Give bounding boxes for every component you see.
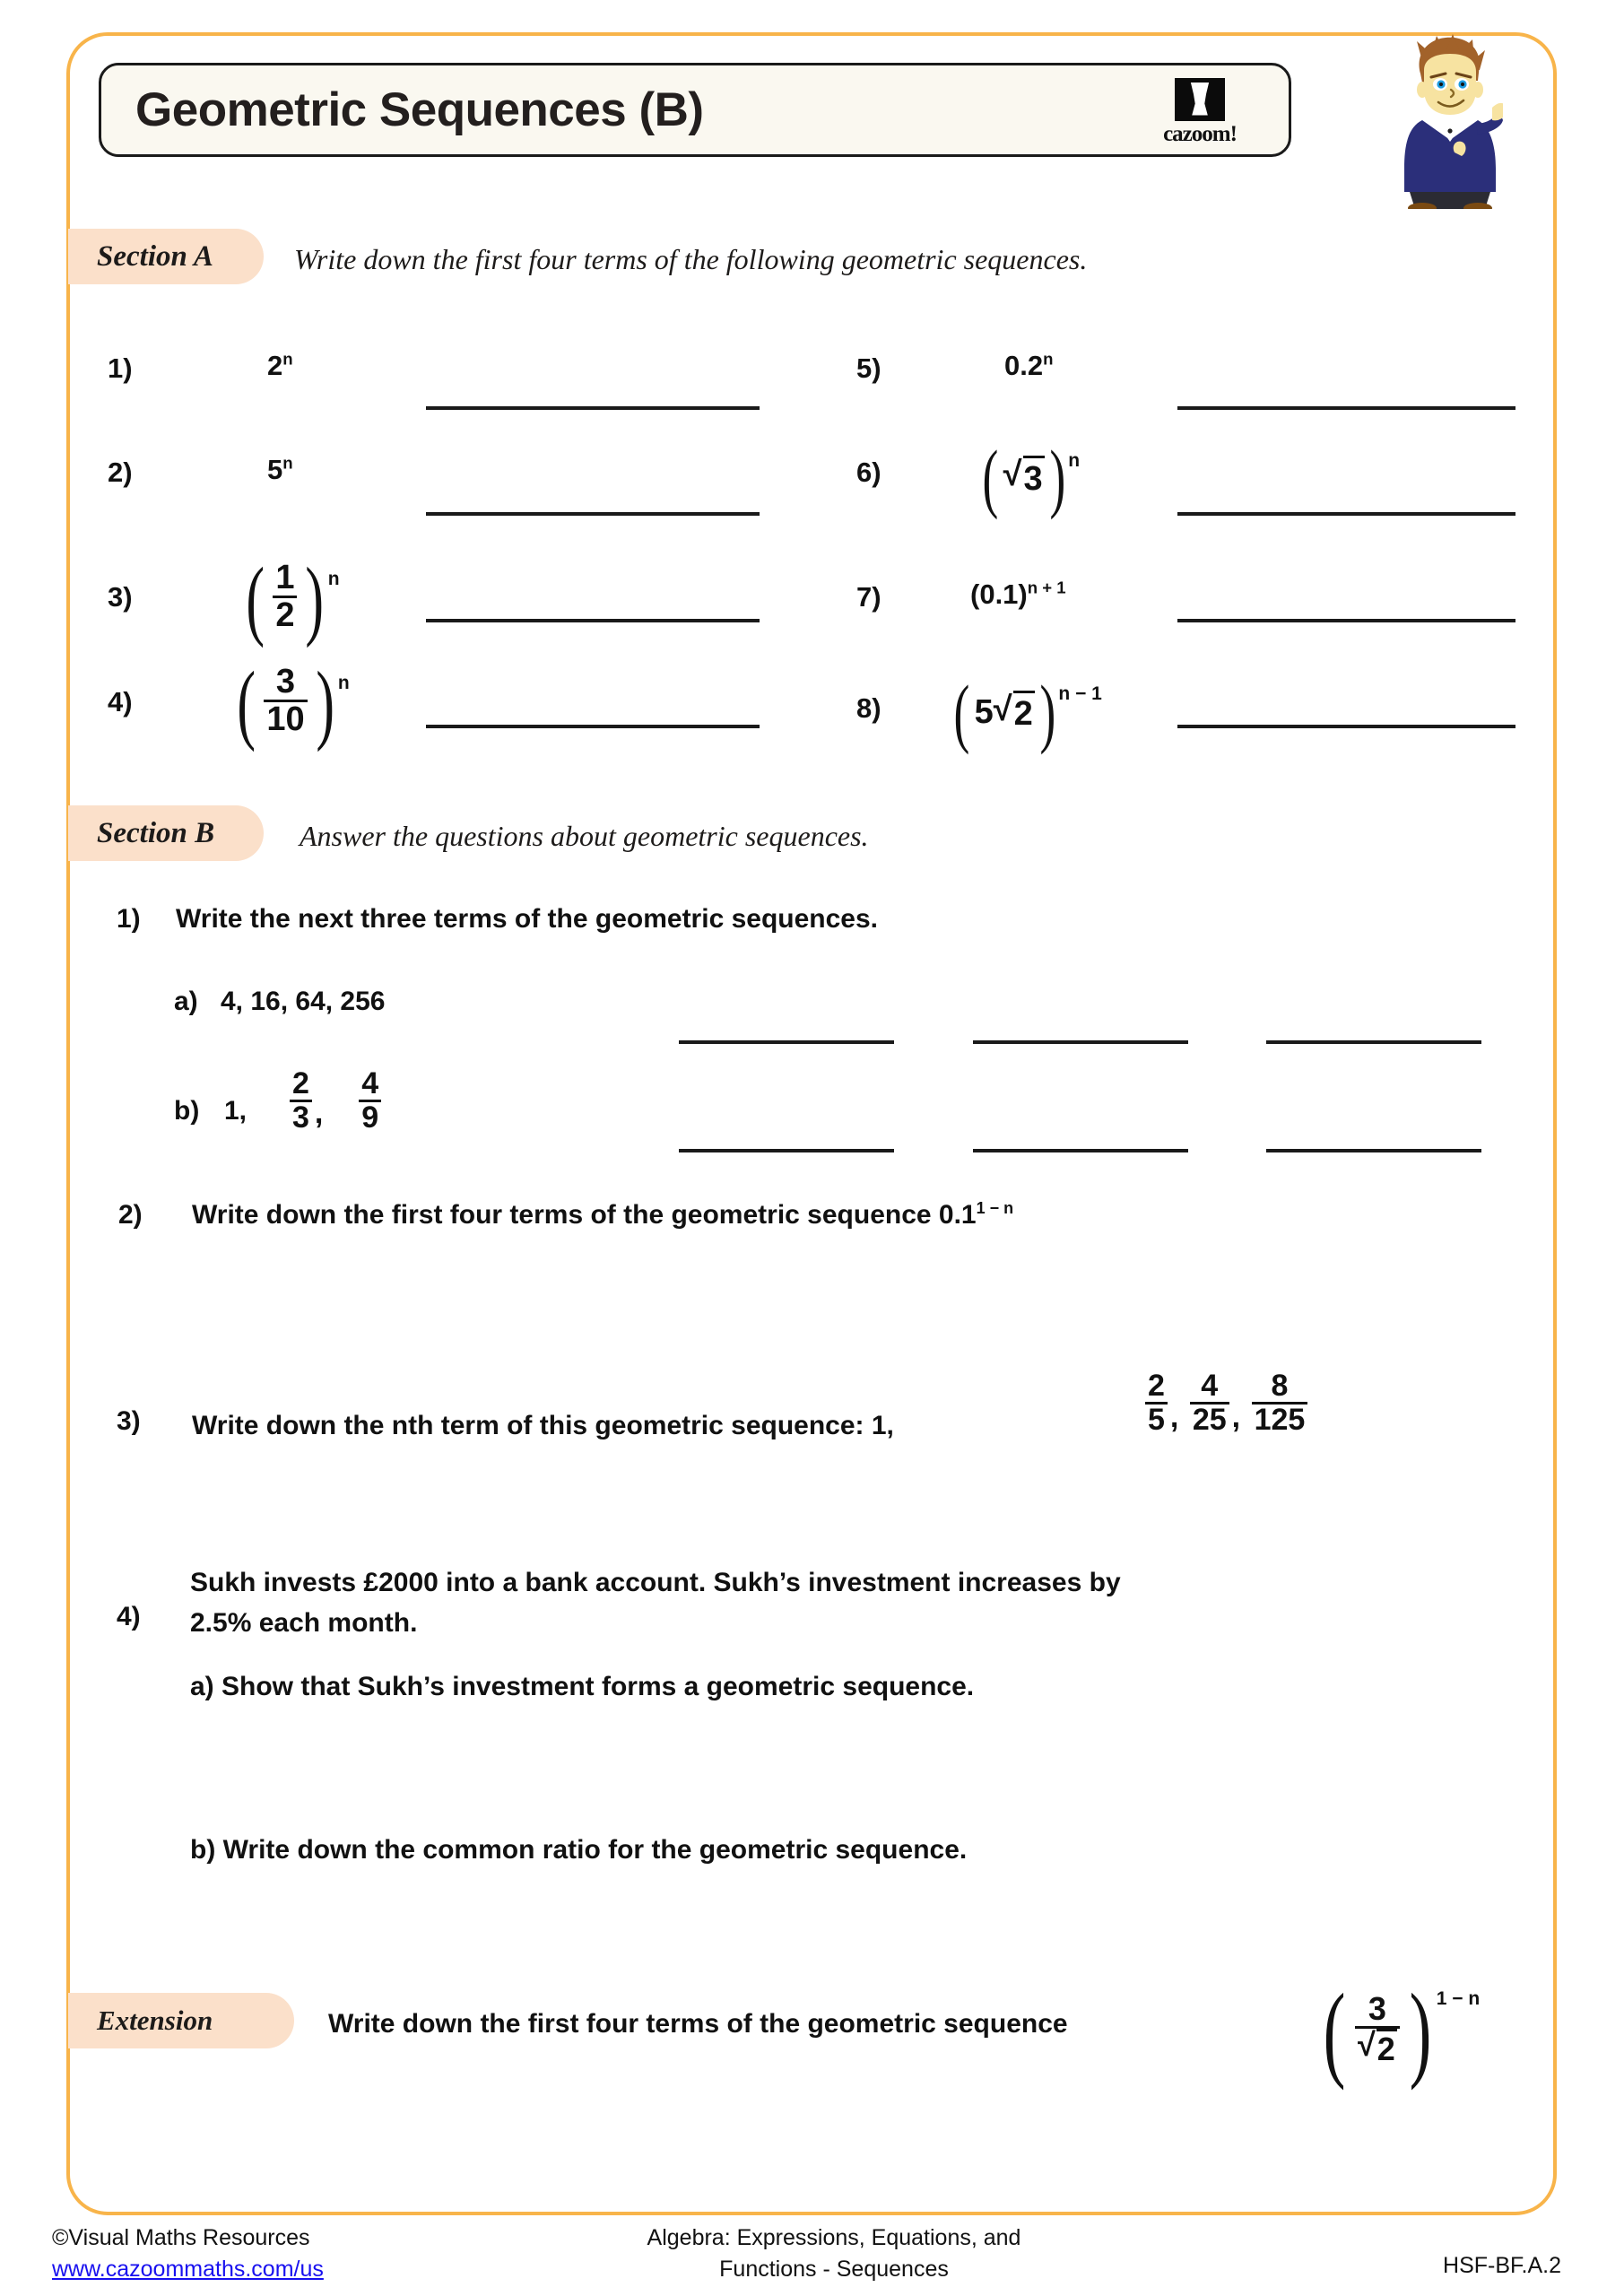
fraction <box>1145 1370 1168 1435</box>
question-b1a-label: a) <box>174 987 198 1016</box>
section-a-label: Section A <box>97 239 213 273</box>
question-number: 6) <box>856 457 881 488</box>
right-paren: ) <box>1409 1971 1432 2091</box>
fraction <box>1190 1370 1229 1435</box>
question-b1a-sequence: 4, 16, 64, 256 <box>221 987 386 1016</box>
expr-exponent: n <box>327 568 340 589</box>
fraction-numerator: 3 <box>1368 1990 1386 2028</box>
fraction-denominator: 9 <box>359 1100 381 1134</box>
question-b4-line2: 2.5% each month. <box>190 1608 418 1638</box>
radical-coefficient: 5 <box>974 692 994 731</box>
paren-group <box>240 547 330 650</box>
fraction <box>290 1068 312 1133</box>
radicand: 3 <box>1023 456 1045 499</box>
radical-sign: √ <box>993 691 1012 728</box>
section-b-label: Section B <box>97 816 215 849</box>
question-b4b-text: b) Write down the common ratio for the geometric sequence. <box>190 1835 968 1865</box>
answer-line[interactable] <box>426 512 760 516</box>
radicand: 2 <box>1013 691 1035 734</box>
paren-group <box>1316 1970 1438 2093</box>
expr-base: 2 <box>267 350 283 381</box>
question-expression-3 <box>240 547 342 650</box>
question-expression-1 <box>267 350 293 382</box>
fraction-numerator: 8 <box>1271 1369 1289 1403</box>
section-a-instruction: Write down the first four terms of the following geometric sequences. <box>294 243 1088 275</box>
extension-text: Write down the first four terms of the geometric sequence <box>328 2009 1068 2039</box>
fraction-numerator: 2 <box>292 1066 309 1100</box>
fraction-numerator: 1 <box>275 559 295 597</box>
expr-exponent: n <box>282 349 293 369</box>
fraction-numerator: 4 <box>361 1066 379 1100</box>
question-expression-4 <box>231 651 352 754</box>
answer-line[interactable] <box>426 725 760 728</box>
question-number: 1) <box>108 352 133 384</box>
expr-exponent: n <box>337 672 350 693</box>
expr-exponent: n − 1 <box>1058 683 1102 705</box>
answer-line[interactable] <box>1266 1149 1481 1152</box>
left-paren: ( <box>246 549 265 648</box>
footer-subject-line2: Functions - Sequences <box>719 2256 949 2282</box>
fraction <box>273 561 297 633</box>
footer-left <box>52 2222 324 2284</box>
fraction <box>1355 1990 1400 2067</box>
extension-expression <box>1316 1970 1481 2093</box>
question-b1b-fractions <box>287 1066 384 1135</box>
cazoom-logo <box>1142 78 1258 148</box>
expr-exponent: n <box>1068 450 1081 472</box>
question-b4a-text: a) Show that Sukh’s investment forms a geometric sequence. <box>190 1672 975 1701</box>
page-title: Geometric Sequences (B) <box>135 83 704 136</box>
left-paren: ( <box>1323 1971 1346 2091</box>
extension-label: Extension <box>97 2005 213 2036</box>
question-b1b-lead: 1, <box>224 1096 248 1126</box>
extension-header <box>68 1993 294 2048</box>
radical-sign: √ <box>1003 456 1022 493</box>
question-number: 4) <box>108 686 133 718</box>
question-number: 2) <box>108 457 133 488</box>
fraction <box>264 665 307 737</box>
footer-url-link[interactable]: www.cazoommaths.com/us <box>52 2256 324 2282</box>
footer-subject-line1: Algebra: Expressions, Equations, and <box>647 2225 1021 2250</box>
footer-copyright: ©Visual Maths Resources <box>52 2225 310 2250</box>
radicand: 2 <box>1376 2031 1395 2067</box>
paren-group <box>977 432 1070 522</box>
answer-line[interactable] <box>679 1040 894 1044</box>
footer-standard-code: HSF-BF.A.2 <box>1443 2253 1561 2278</box>
left-paren: ( <box>982 434 999 520</box>
right-paren: ) <box>1049 434 1065 520</box>
fraction <box>1252 1370 1308 1435</box>
fraction <box>359 1068 381 1133</box>
question-number: 2) <box>118 1200 143 1230</box>
footer-subject <box>556 2222 1112 2284</box>
fraction-numerator: 3 <box>275 663 296 701</box>
fraction-denominator: 5 <box>1145 1402 1168 1436</box>
worksheet-title-box <box>99 63 1291 157</box>
fraction-separator: , <box>1231 1400 1241 1435</box>
square-root <box>1003 456 1045 499</box>
fraction-denominator: 10 <box>264 700 307 737</box>
left-paren: ( <box>237 653 256 752</box>
question-expression-7 <box>970 578 1066 611</box>
fraction-denominator: 2 <box>273 596 297 633</box>
answer-line[interactable] <box>426 619 760 622</box>
question-number: 8) <box>856 692 881 724</box>
radical-sign: √ <box>1357 2026 1376 2063</box>
answer-line[interactable] <box>426 406 760 410</box>
square-root <box>994 691 1035 734</box>
fraction-numerator: 2 <box>1148 1369 1165 1403</box>
expr-exponent: n <box>282 453 293 473</box>
extension-exponent: 1 − n <box>1436 1987 1481 2009</box>
question-number: 1) <box>117 904 141 934</box>
paren-group <box>231 651 340 754</box>
question-b1-text: Write the next three terms of the geometric sequences. <box>176 904 879 934</box>
question-expression-8 <box>949 667 1104 757</box>
paren-group <box>949 667 1060 757</box>
fraction-denominator <box>1355 2026 1400 2066</box>
question-b2-text <box>192 1200 1013 1231</box>
section-b-instruction: Answer the questions about geometric sequences. <box>300 820 869 852</box>
question-b3-fractions <box>1142 1369 1310 1437</box>
answer-line[interactable] <box>1177 619 1515 622</box>
page-footer <box>0 2217 1624 2296</box>
question-expression-5 <box>1004 350 1053 382</box>
left-paren: ( <box>953 669 970 755</box>
right-paren: ) <box>315 653 334 752</box>
square-root <box>1357 2026 1397 2067</box>
expr-base: 5 <box>267 454 283 485</box>
expr-exponent: n <box>1043 349 1054 369</box>
fraction-denominator: 3 <box>290 1100 312 1134</box>
fraction-numerator: 4 <box>1201 1369 1219 1403</box>
right-paren: ) <box>305 549 325 648</box>
section-b-header <box>68 805 264 861</box>
expr-exponent: n + 1 <box>1027 578 1066 597</box>
question-number: 3) <box>117 1406 141 1436</box>
answer-line[interactable] <box>973 1040 1188 1044</box>
fraction-separator: , <box>1169 1400 1179 1435</box>
question-number: 4) <box>117 1602 141 1631</box>
answer-line[interactable] <box>679 1149 894 1152</box>
boy-mascot-icon <box>1395 34 1503 209</box>
expr-base: (0.1) <box>970 578 1028 610</box>
question-b3-text: Write down the nth term of this geometric sequence: 1, <box>192 1411 894 1440</box>
answer-line[interactable] <box>1177 406 1515 410</box>
fraction-denominator: 125 <box>1252 1402 1308 1436</box>
cazoom-logo-wordmark: cazoom! <box>1163 122 1237 146</box>
answer-line[interactable] <box>1177 512 1515 516</box>
question-expression-2 <box>267 454 293 486</box>
question-number: 7) <box>856 581 881 613</box>
hourglass-glyph <box>1190 83 1210 117</box>
question-b2-exponent: 1 − n <box>976 1199 1014 1217</box>
section-a-header <box>68 229 264 284</box>
answer-line[interactable] <box>1177 725 1515 728</box>
right-paren: ) <box>1039 669 1055 755</box>
question-number: 3) <box>108 581 133 613</box>
question-number: 5) <box>856 352 881 384</box>
fraction-denominator: 25 <box>1190 1402 1229 1436</box>
cazoom-hourglass-icon <box>1175 78 1225 121</box>
answer-line[interactable] <box>973 1149 1188 1152</box>
expr-base: 0.2 <box>1004 350 1044 381</box>
question-b1b-label: b) <box>174 1096 200 1126</box>
answer-line[interactable] <box>1266 1040 1481 1044</box>
question-b4-line1: Sukh invests £2000 into a bank account. Sukh’s investment increases by <box>190 1568 1121 1597</box>
question-expression-6 <box>977 432 1081 522</box>
question-b2-body: Write down the first four terms of the geometric sequence 0.1 <box>192 1200 977 1230</box>
fraction-separator: , <box>314 1096 324 1131</box>
